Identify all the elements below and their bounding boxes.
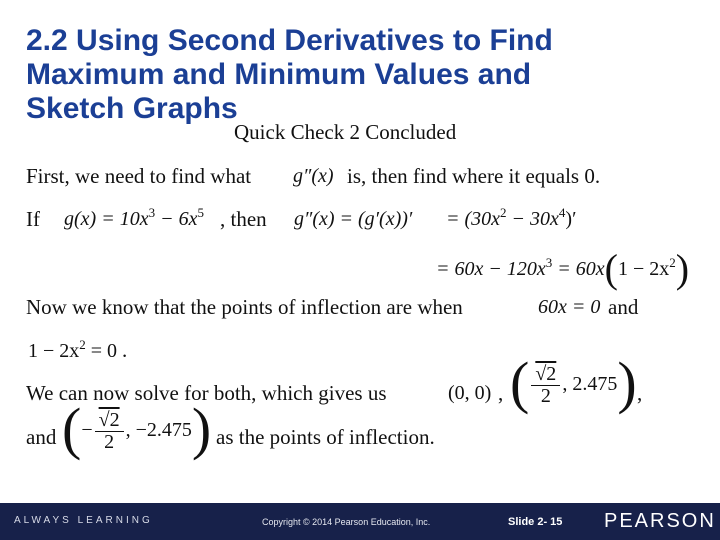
slide-number: Slide 2- 15	[508, 516, 563, 528]
math-gpp-equation: g″(x) = (g′(x))′	[294, 208, 413, 230]
math-derivative-step-2: = $60x - 120x^3 = 60x(1 - 2x^2)$	[436, 246, 690, 291]
math-condition-2: $1 - 2x^2 = 0$	[28, 337, 118, 362]
math-derivative-step-1: = $(30x^2 - 30x^4)'$	[446, 205, 577, 230]
math-gpp: g″(x)	[293, 165, 334, 187]
line3-and: and	[608, 295, 639, 319]
pearson-logo: PEARSON	[604, 510, 716, 532]
slide-subtitle: Quick Check 2 Concluded	[234, 120, 457, 144]
math-point-positive: ( $\frac{√2}{2}$ , 2.475)	[510, 350, 637, 416]
always-learning-tagline: ALWAYS LEARNING	[14, 515, 153, 526]
copyright-notice: Copyright © 2014 Pearson Education, Inc.	[262, 517, 431, 527]
line1-text-a: First, we need to find what	[26, 164, 252, 188]
line2-if: If	[26, 207, 40, 231]
title-line-1: 2.2 Using Second Derivatives to Find	[26, 24, 553, 57]
line5-text: We can now solve for both, which gives us	[26, 381, 387, 405]
line3-text: Now we know that the points of inflection are when	[26, 295, 463, 319]
math-condition-1: 60x = 0	[538, 296, 601, 318]
slide-title	[26, 24, 706, 126]
line4-dot: .	[122, 338, 128, 362]
line6-text: as the points of inflection.	[216, 425, 435, 449]
line2-then: , then	[220, 207, 267, 231]
line1-text-b: is, then find where it equals 0.	[347, 164, 601, 188]
line6-and: and	[26, 425, 57, 449]
line5-comma-2: ,	[637, 381, 643, 405]
title-line-3: Sketch Graphs	[26, 92, 238, 125]
line5-comma-1: ,	[498, 381, 504, 405]
math-g-definition: $g(x) = 10x^3 - 6x^5$	[64, 205, 204, 230]
math-point-origin: (0, 0)	[448, 382, 492, 404]
title-line-2: Maximum and Minimum Values and	[26, 58, 532, 91]
footer-bar	[0, 503, 720, 540]
math-point-negative: (− $\frac{√2}{2}$ , −2.475)	[62, 396, 212, 462]
